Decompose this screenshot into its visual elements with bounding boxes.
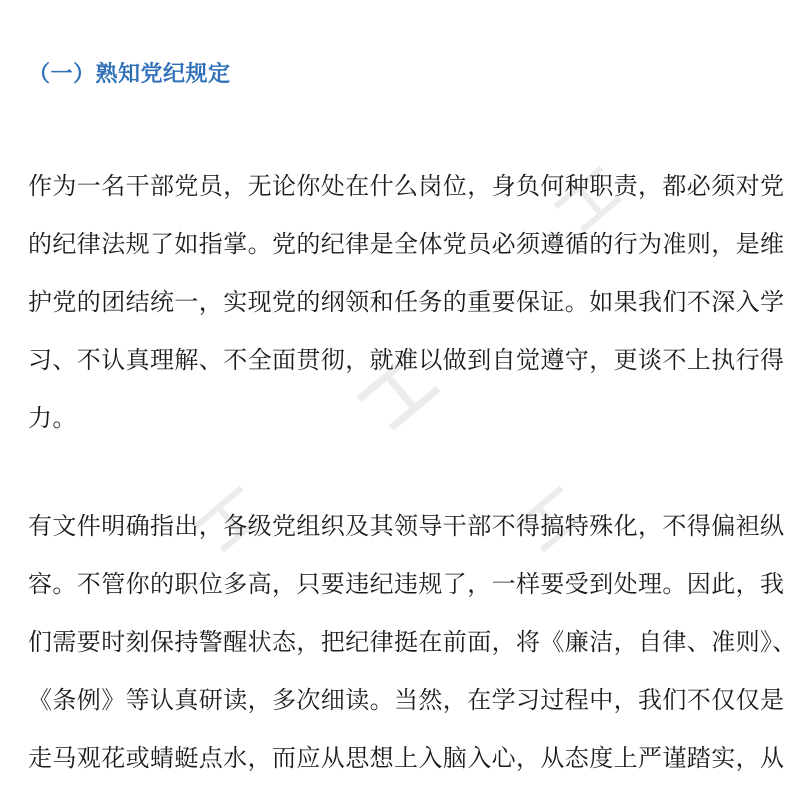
text-line: 作为一名干部党员，无论你处在什么岗位，身负何种职责，都必须对党 (28, 172, 785, 200)
section-heading: （一）熟知党纪规定 (28, 62, 231, 87)
text-line: 的纪律法规了如指掌。党的纪律是全体党员必须遵循的行为准则，是维 (28, 230, 785, 258)
text-line: 力。 (28, 404, 77, 432)
text-line: 容。不管你的职位多高，只要违纪违规了，一样要受到处理。因此，我 (28, 570, 785, 598)
text-line: 们需要时刻保持警醒状态，把纪律挺在前面，将《廉洁，自律、准则》、 (28, 628, 797, 656)
paragraph-1 (28, 157, 785, 447)
text-line: 走马观花或蜻蜓点水，而应从思想上入脑入心，从态度上严谨踏实，从 (28, 744, 785, 772)
text-line: 《条例》等认真研读，多次细读。当然，在学习过程中，我们不仅仅是 (28, 686, 785, 714)
text-line: 护党的团结统一，实现党的纲领和任务的重要保证。如果我们不深入学 (28, 288, 785, 316)
text-line: 习、不认真理解、不全面贯彻，就难以做到自觉遵守，更谈不上执行得 (28, 346, 785, 374)
text-line: 有文件明确指出，各级党组织及其领导干部不得搞特殊化，不得偏袒纵 (28, 512, 785, 540)
paragraph-2 (28, 497, 797, 787)
